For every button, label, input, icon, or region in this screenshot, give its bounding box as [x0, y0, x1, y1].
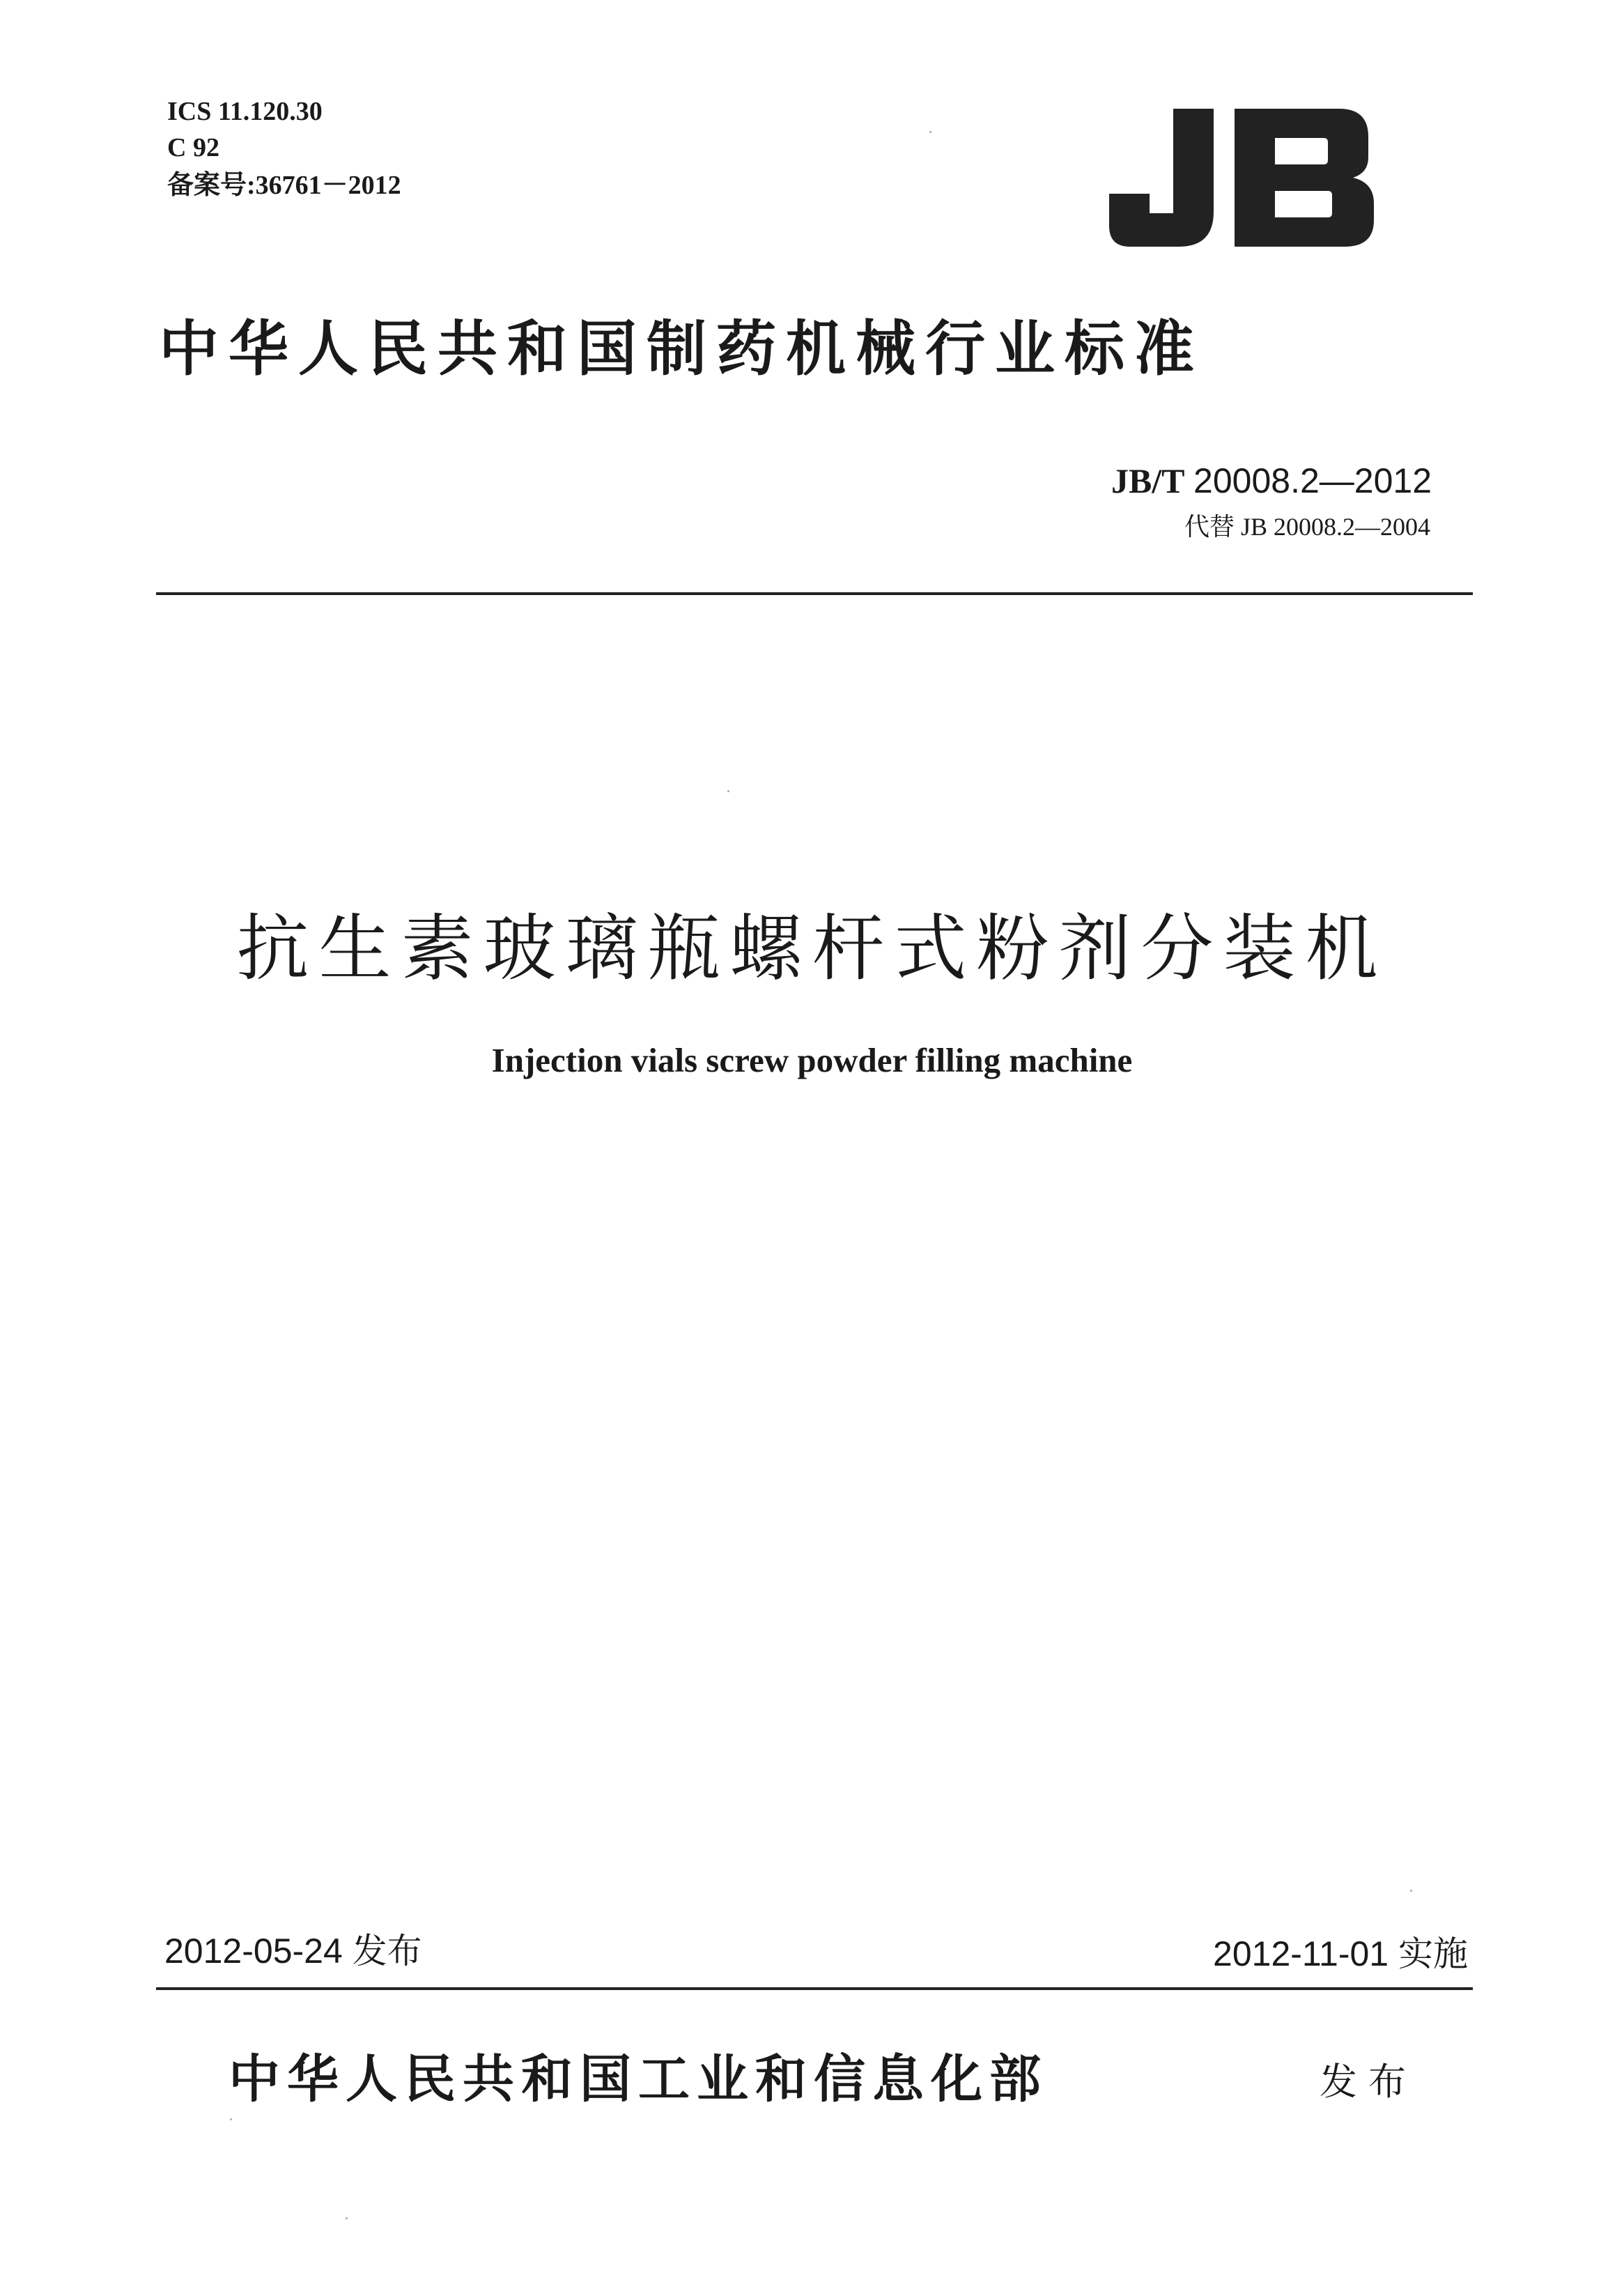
- issuing-authority: 中华人民共和国工业和信息化部: [229, 2049, 1048, 2109]
- footer-divider: [156, 1987, 1473, 1990]
- scan-speck: [1410, 1890, 1412, 1892]
- jb-logo: [1109, 109, 1374, 247]
- header-divider: [156, 592, 1473, 595]
- scan-speck: [346, 2217, 348, 2219]
- scan-speck: [929, 131, 931, 133]
- title-english: Injection vials screw powder filling machine: [491, 1041, 1133, 1079]
- scan-speck: [727, 790, 729, 792]
- standard-code-prefix: JB/T: [1111, 461, 1185, 500]
- record-number: 备案号:36761－2012: [167, 171, 401, 200]
- ics-number: ICS 11.120.30: [167, 97, 323, 126]
- scan-speck: [230, 2118, 232, 2120]
- standard-organization-title: 中华人民共和国制药机械行业标准: [159, 314, 1204, 384]
- replaces-standard: 代替 JB 20008.2—2004: [1184, 513, 1430, 541]
- ccs-number: C 92: [167, 133, 219, 162]
- issue-date: 2012-05-24 发布: [164, 1932, 422, 1971]
- standard-code-number: 20008.2—2012: [1193, 461, 1432, 500]
- issuing-verb: 发布: [1320, 2060, 1417, 2104]
- implementation-date: 2012-11-01 实施: [1213, 1934, 1468, 1973]
- title-chinese: 抗生素玻璃瓶螺杆式粉剂分装机: [236, 906, 1388, 991]
- standard-code: [1111, 460, 1432, 502]
